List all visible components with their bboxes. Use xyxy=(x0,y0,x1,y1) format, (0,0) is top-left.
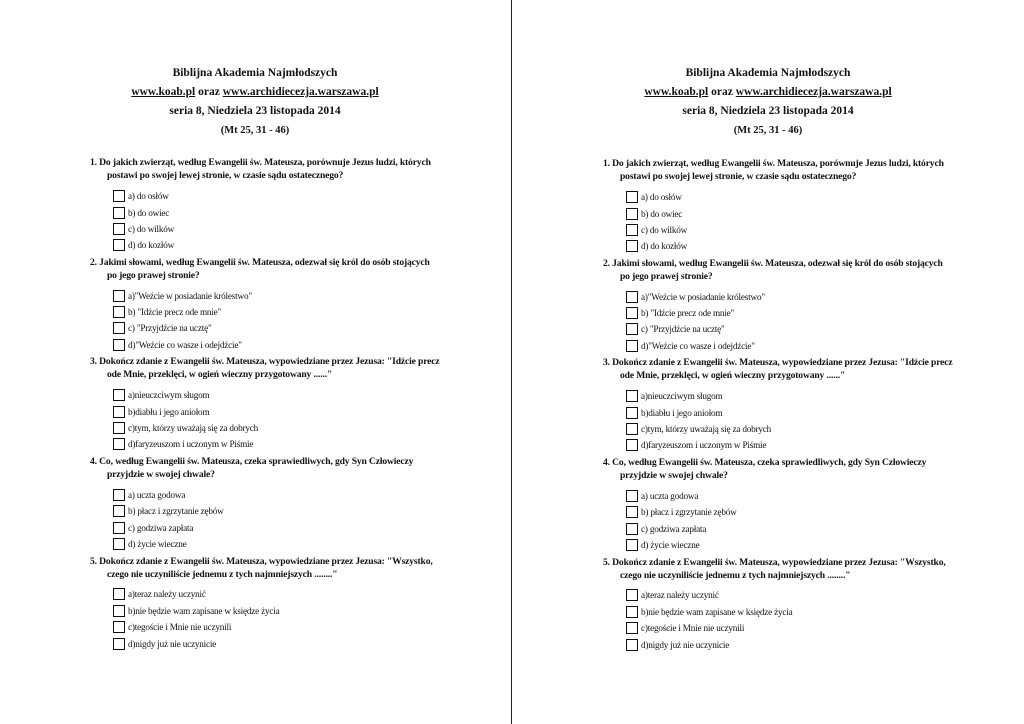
option-label: d) do kozłów xyxy=(128,240,175,250)
checkbox[interactable] xyxy=(113,422,125,434)
checkbox[interactable] xyxy=(626,523,638,535)
question-5-option-b[interactable] xyxy=(113,605,279,617)
question-1 xyxy=(90,157,450,182)
question-5-option-a[interactable] xyxy=(113,588,206,600)
question-4-line-1: 4. Co, według Ewangelii św. Mateusza, czeka sprawiedliwych, gdy Syn Człowieczy xyxy=(603,457,927,468)
question-2-option-b[interactable] xyxy=(113,306,221,318)
question-3-option-a[interactable] xyxy=(626,390,722,402)
question-2 xyxy=(90,257,450,282)
quiz-page-right xyxy=(513,0,1023,724)
question-4-option-b[interactable] xyxy=(113,505,224,517)
website-link-koab[interactable]: www.koab.pl xyxy=(644,86,709,98)
checkbox[interactable] xyxy=(626,606,638,618)
checkbox[interactable] xyxy=(113,389,125,401)
checkbox[interactable] xyxy=(113,621,125,633)
question-1-option-d[interactable] xyxy=(113,239,174,251)
option-label: c)tegoście i Mnie nie uczynili xyxy=(641,623,745,633)
checkbox[interactable] xyxy=(626,340,638,352)
question-5-option-d[interactable] xyxy=(113,638,216,650)
checkbox[interactable] xyxy=(113,306,125,318)
option-label: a)nieuczciwym sługom xyxy=(641,391,723,401)
checkbox[interactable] xyxy=(113,638,125,650)
title: Biblijna Akademia Najmłodszych xyxy=(172,67,338,79)
question-2-line-1: 2. Jakimi słowami, według Ewangelii św. Mateusza, odezwał się król do osób stojących xyxy=(603,258,943,269)
question-1-option-a[interactable] xyxy=(626,191,682,203)
option-label: a) uczta godowa xyxy=(128,490,186,500)
question-4-line-2: przyjdzie w swojej chwale? xyxy=(107,468,215,480)
question-1-line-1: 1. Do jakich zwierząt, według Ewangelii św. Mateusza, porównuje Jezus ludzi, których xyxy=(90,157,431,168)
checkbox[interactable] xyxy=(626,589,638,601)
question-3-option-b[interactable] xyxy=(626,407,722,419)
gospel-reference: (Mt 25, 31 - 46) xyxy=(220,125,290,136)
question-1-line-2: postawi po swojej lewej stronie, w czasie sądu ostatecznego? xyxy=(620,170,857,182)
checkbox[interactable] xyxy=(626,323,638,335)
question-3-option-d[interactable] xyxy=(626,439,766,451)
question-1-option-d[interactable] xyxy=(626,240,687,252)
question-3-line-2: ode Mnie, przeklęci, w ogień wieczny przygotowany ......" xyxy=(107,368,333,380)
checkbox[interactable] xyxy=(113,322,125,334)
question-1-line-2: postawi po swojej lewej stronie, w czasie sądu ostatecznego? xyxy=(107,169,344,181)
option-label: d)faryzeuszom i uczonym w Piśmie xyxy=(128,439,254,449)
connector-text: oraz xyxy=(711,86,733,98)
question-2-line-2: po jego prawej stronie? xyxy=(620,270,713,282)
option-label: d)faryzeuszom i uczonym w Piśmie xyxy=(641,440,767,450)
question-1-option-a[interactable] xyxy=(113,190,169,202)
question-3-option-b[interactable] xyxy=(113,406,209,418)
option-label: d)nigdy już nie uczynicie xyxy=(128,639,217,649)
checkbox[interactable] xyxy=(626,240,638,252)
checkbox[interactable] xyxy=(626,191,638,203)
option-label: d) życie wieczne xyxy=(641,540,700,550)
option-label: c) "Przyjdźcie na ucztę" xyxy=(128,323,212,333)
question-5-line-2: czego nie uczyniliście jednemu z tych najmniejszych ........" xyxy=(107,568,338,580)
question-3 xyxy=(603,357,963,382)
option-label: c)tym, którzy uważają się za dobrych xyxy=(128,423,259,433)
option-label: a)teraz należy uczynić xyxy=(641,590,719,600)
option-label: b) płacz i zgrzytanie zębów xyxy=(128,506,224,516)
question-2-option-d[interactable] xyxy=(113,339,242,351)
checkbox[interactable] xyxy=(113,538,125,550)
checkbox[interactable] xyxy=(626,490,638,502)
option-label: b)diabłu i jego aniołom xyxy=(128,407,210,417)
question-4 xyxy=(603,457,963,482)
option-label: c) godziwa zapłata xyxy=(128,523,194,533)
checkbox[interactable] xyxy=(113,290,125,302)
question-1-option-c[interactable] xyxy=(113,223,174,235)
gospel-reference: (Mt 25, 31 - 46) xyxy=(733,125,803,136)
question-5 xyxy=(603,557,963,582)
question-3-line-2: ode Mnie, przeklęci, w ogień wieczny przygotowany ......" xyxy=(620,369,846,381)
option-label: d) do kozłów xyxy=(641,241,688,251)
option-label: c)tym, którzy uważają się za dobrych xyxy=(641,424,772,434)
question-2-option-a[interactable] xyxy=(626,291,765,303)
question-3-option-c[interactable] xyxy=(113,422,258,434)
option-label: c) "Przyjdźcie na ucztę" xyxy=(641,324,725,334)
checkbox[interactable] xyxy=(113,239,125,251)
checkbox[interactable] xyxy=(626,291,638,303)
option-label: d)nigdy już nie uczynicie xyxy=(641,640,730,650)
website-link-koab[interactable]: www.koab.pl xyxy=(131,86,196,98)
question-1-option-c[interactable] xyxy=(626,224,687,236)
checkbox[interactable] xyxy=(113,207,125,219)
checkbox[interactable] xyxy=(113,406,125,418)
option-label: a) uczta godowa xyxy=(641,491,699,501)
checkbox[interactable] xyxy=(626,439,638,451)
question-4-option-a[interactable] xyxy=(113,489,185,501)
checkbox[interactable] xyxy=(626,224,638,236)
checkbox[interactable] xyxy=(113,438,125,450)
option-label: c) godziwa zapłata xyxy=(641,524,707,534)
website-link-archidiecezja[interactable]: www.archidiecezja.warszawa.pl xyxy=(222,86,379,98)
checkbox[interactable] xyxy=(113,505,125,517)
option-label: a) do osłów xyxy=(128,191,169,201)
option-label: b)nie będzie wam zapisane w księdze życia xyxy=(641,607,793,617)
checkbox[interactable] xyxy=(626,208,638,220)
question-2-line-2: po jego prawej stronie? xyxy=(107,269,200,281)
option-label: d)"Weźcie co wasze i odejdźcie" xyxy=(641,341,755,351)
website-link-archidiecezja[interactable]: www.archidiecezja.warszawa.pl xyxy=(735,86,892,98)
option-label: d) życie wieczne xyxy=(128,539,187,549)
option-label: d)"Weźcie co wasze i odejdźcie" xyxy=(128,340,242,350)
option-label: b) "Idźcie precz ode mnie" xyxy=(128,307,222,317)
question-3-option-a[interactable] xyxy=(113,389,209,401)
series-line: seria 8, Niedziela 23 listopada 2014 xyxy=(682,105,854,117)
option-label: a)"Weźcie w posiadanie królestwo" xyxy=(128,291,252,301)
question-2-option-b[interactable] xyxy=(626,307,734,319)
question-1-line-1: 1. Do jakich zwierząt, według Ewangelii św. Mateusza, porównuje Jezus ludzi, których xyxy=(603,158,944,169)
quiz-page-left xyxy=(0,0,510,724)
question-3-option-c[interactable] xyxy=(626,423,771,435)
option-label: b)nie będzie wam zapisane w księdze życia xyxy=(128,606,280,616)
option-label: a)teraz należy uczynić xyxy=(128,589,206,599)
connector-text: oraz xyxy=(198,86,220,98)
question-2 xyxy=(603,258,963,283)
checkbox[interactable] xyxy=(626,639,638,651)
question-4-line-1: 4. Co, według Ewangelii św. Mateusza, czeka sprawiedliwych, gdy Syn Człowieczy xyxy=(90,456,414,467)
question-1 xyxy=(603,158,963,183)
question-4 xyxy=(90,456,450,481)
question-2-line-1: 2. Jakimi słowami, według Ewangelii św. Mateusza, odezwał się król do osób stojących xyxy=(90,257,430,268)
question-2-option-c[interactable] xyxy=(626,323,725,335)
checkbox[interactable] xyxy=(113,489,125,501)
question-4-option-b[interactable] xyxy=(626,506,737,518)
question-4-option-a[interactable] xyxy=(626,490,698,502)
option-label: a)"Weźcie w posiadanie królestwo" xyxy=(641,292,765,302)
question-5 xyxy=(90,556,450,581)
question-5-line-2: czego nie uczyniliście jednemu z tych najmniejszych ........" xyxy=(620,569,851,581)
question-5-option-d[interactable] xyxy=(626,639,729,651)
question-5-option-a[interactable] xyxy=(626,589,719,601)
option-label: c) do wilków xyxy=(641,225,688,235)
question-3-line-1: 3. Dokończ zdanie z Ewangelii św. Mateusza, wypowiedziane przez Jezusa: "Idźcie precz xyxy=(603,357,953,368)
checkbox[interactable] xyxy=(626,307,638,319)
option-label: a) do osłów xyxy=(641,192,682,202)
question-1-option-b[interactable] xyxy=(626,208,682,220)
series-line: seria 8, Niedziela 23 listopada 2014 xyxy=(169,105,341,117)
checkbox[interactable] xyxy=(113,339,125,351)
checkbox[interactable] xyxy=(113,588,125,600)
checkbox[interactable] xyxy=(113,190,125,202)
question-3-line-1: 3. Dokończ zdanie z Ewangelii św. Mateusza, wypowiedziane przez Jezusa: "Idźcie precz xyxy=(90,356,440,367)
checkbox[interactable] xyxy=(626,622,638,634)
question-4-option-d[interactable] xyxy=(113,538,187,550)
question-5-option-c[interactable] xyxy=(626,622,744,634)
option-label: b) do owiec xyxy=(128,208,170,218)
question-4-line-2: przyjdzie w swojej chwale? xyxy=(620,469,728,481)
question-4-option-d[interactable] xyxy=(626,539,700,551)
title: Biblijna Akademia Najmłodszych xyxy=(685,67,851,79)
checkbox[interactable] xyxy=(113,223,125,235)
question-4-option-c[interactable] xyxy=(113,522,193,534)
option-label: b) płacz i zgrzytanie zębów xyxy=(641,507,737,517)
question-3 xyxy=(90,356,450,381)
checkbox[interactable] xyxy=(626,390,638,402)
question-5-option-b[interactable] xyxy=(626,606,792,618)
question-2-option-d[interactable] xyxy=(626,340,755,352)
option-label: b) "Idźcie precz ode mnie" xyxy=(641,308,735,318)
checkbox[interactable] xyxy=(113,605,125,617)
websites-line xyxy=(513,86,1023,98)
question-2-option-a[interactable] xyxy=(113,290,252,302)
question-4-option-c[interactable] xyxy=(626,523,706,535)
option-label: a)nieuczciwym sługom xyxy=(128,390,210,400)
option-label: b)diabłu i jego aniołom xyxy=(641,408,723,418)
question-5-line-1: 5. Dokończ zdanie z Ewangelii św. Mateusza, wypowiedziane przez Jezusa: "Wszystko, xyxy=(90,556,433,567)
checkbox[interactable] xyxy=(626,423,638,435)
question-3-option-d[interactable] xyxy=(113,438,253,450)
question-5-line-1: 5. Dokończ zdanie z Ewangelii św. Mateusza, wypowiedziane przez Jezusa: "Wszystko, xyxy=(603,557,946,568)
websites-line xyxy=(0,86,510,98)
checkbox[interactable] xyxy=(626,506,638,518)
checkbox[interactable] xyxy=(626,407,638,419)
page-divider xyxy=(511,0,512,724)
option-label: c)tegoście i Mnie nie uczynili xyxy=(128,622,232,632)
checkbox[interactable] xyxy=(113,522,125,534)
checkbox[interactable] xyxy=(626,539,638,551)
question-1-option-b[interactable] xyxy=(113,207,169,219)
question-5-option-c[interactable] xyxy=(113,621,231,633)
option-label: c) do wilków xyxy=(128,224,175,234)
option-label: b) do owiec xyxy=(641,209,683,219)
question-2-option-c[interactable] xyxy=(113,322,212,334)
